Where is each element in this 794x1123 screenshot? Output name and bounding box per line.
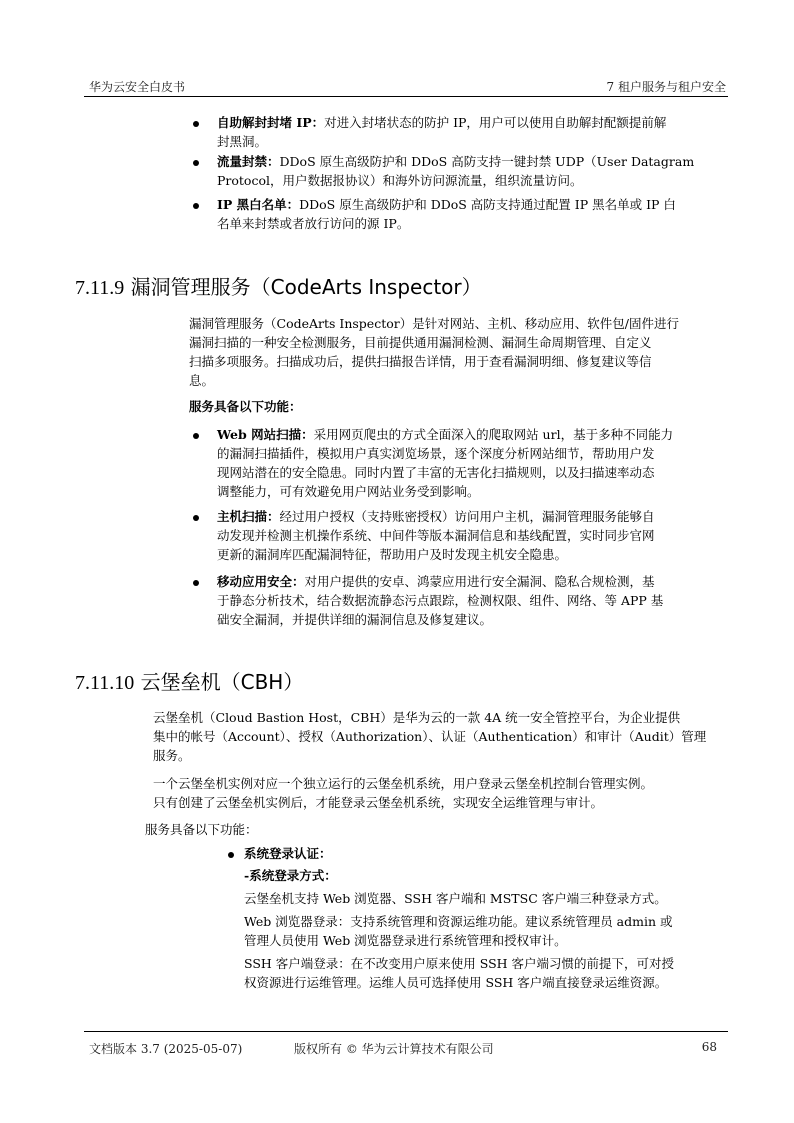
login-methods-para: 云堡垒机支持 Web 浏览器、SSH 客户端和 MSTSC 客户端三种登录方式。 [244, 891, 667, 906]
bullet-traffic-block: 流量封禁：DDoS 原生高级防护和 DDoS 高防支持一键封禁 UDP（User Datagram Protocol，用户数据报协议）和海外访问源流量，组织流量访问。 [217, 154, 695, 188]
bullet-auto-unblock: 自助解封封堵 IP：对进入封堵状态的防护 IP，用户可以使用自助解封配额提前解 封黑洞。 [217, 115, 667, 149]
bullet-host-scan: 主机扫描：经过用户授权（支持账密授权）访问用户主机，漏洞管理服务能够自 动发现并检测主机操作系统、中间件等版本漏洞信息和基线配置，实时同步官网 更新的漏洞库匹配漏洞特征，帮助用户及时发现主机安全隐患。 [217, 509, 655, 562]
section-7-11-10-intro: 云堡垒机（Cloud Bastion Host，CBH）是华为云的一款 4A 统一安全管控平台，为企业提供 集中的帐号（Account）、授权（Authorization）、认证（Authentication）和审计（Audit）管理 服务。 [153, 710, 707, 763]
section-heading-7-11-9: 7.11.9 漏洞管理服务（CodeArts Inspector） [75, 275, 482, 299]
section-heading-7-11-10: 7.11.10 云堡垒机（CBH） [75, 670, 304, 694]
section-7-11-10-para2: 一个云堡垒机实例对应一个独立运行的云堡垒机系统，用户登录云堡垒机控制台管理实例。 只有创建了云堡垒机实例后，才能登录云堡垒机系统，实现安全运维管理与审计。 [153, 776, 654, 810]
bullet-dot [193, 160, 199, 166]
web-login-para: Web 浏览器登录：支持系统管理和资源运维功能。建议系统管理员 admin 或 管理人员使用 Web 浏览器登录进行系统管理和授权审计。 [244, 914, 673, 948]
bullet-dot [228, 852, 234, 858]
footer-doc-version: 文档版本 3.7 (2025-05-07) [89, 1042, 243, 1056]
features-heading: 服务具备以下功能： [189, 399, 302, 414]
header-left: 华为云安全白皮书 [89, 80, 186, 94]
bullet-login-auth: 系统登录认证： [244, 846, 332, 861]
footer-copyright: 版权所有 © 华为云计算技术有限公司 [294, 1042, 494, 1056]
sub-heading-login-method: -系统登录方式： [244, 868, 337, 883]
bullet-dot [193, 203, 199, 209]
footer-rule [84, 1031, 728, 1032]
bullet-ip-list: IP 黑白名单：DDoS 原生高级防护和 DDoS 高防支持通过配置 IP 黑名单或 IP 白 名单来封禁或者放行访问的源 IP。 [217, 197, 676, 231]
bullet-dot [193, 580, 199, 586]
bullet-web-scan: Web 网站扫描：采用网页爬虫的方式全面深入的爬取网站 url，基于多种不同能力 的漏洞扫描插件，模拟用户真实浏览场景，逐个深度分析网站细节，帮助用户发 现网站潜在的安全隐患。同时内置了丰富的无害化扫描规则，以及扫描速率动态 调整能力，可有效避免用户网站业务受到影响。 [217, 427, 674, 499]
bullet-mobile-security: 移动应用安全：对用户提供的安卓、鸿蒙应用进行安全漏洞、隐私合规检测，基 于静态分析技术，结合数据流静态污点跟踪，检测权限、组件、网络、等 APP 基 础安全漏洞，并提供详细的漏洞信息及修复建议。 [217, 574, 664, 627]
footer-page-number: 68 [701, 1040, 717, 1054]
features-heading-cbh: 服务具备以下功能： [145, 822, 258, 837]
bullet-dot [193, 515, 199, 521]
header-rule [84, 96, 728, 97]
section-7-11-9-intro: 漏洞管理服务（CodeArts Inspector）是针对网站、主机、移动应用、软件包/固件进行 漏洞扫描的一种安全检测服务，目前提供通用漏洞检测、漏洞生命周期管理、自定义 扫描多项服务。扫描成功后，提供扫描报告详情，用于查看漏洞明细、修复建议等信 息。 [189, 316, 679, 388]
bullet-dot [193, 121, 199, 127]
bullet-dot [193, 433, 199, 439]
header-right: 7 租户服务与租户安全 [606, 80, 726, 94]
ssh-login-para: SSH 客户端登录：在不改变用户原来使用 SSH 客户端习惯的前提下，可对授 权资源进行运维管理。运维人员可选择使用 SSH 客户端直接登录运维资源。 [244, 956, 675, 990]
